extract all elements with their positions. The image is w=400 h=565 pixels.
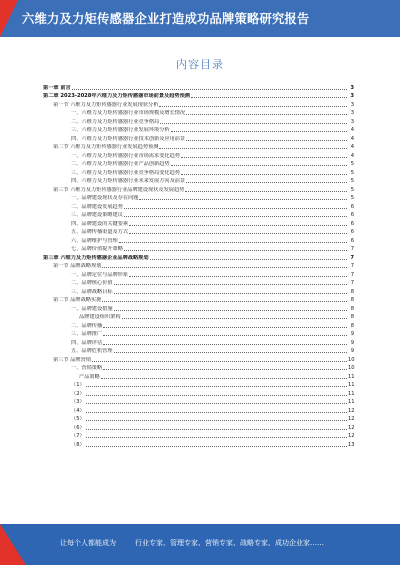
toc-page-number: 9: [350, 339, 354, 346]
toc-leader-dots: [86, 394, 347, 396]
toc-entry-title: 一、六维力及力矩传感器行业市场需求变化趋势: [71, 152, 180, 159]
toc-entry[interactable]: [43, 405, 354, 414]
toc-entry-title: 五、品牌传播渠道及方式: [71, 229, 129, 235]
toc-leader-dots: [86, 428, 347, 430]
toc-page-number: 7: [350, 246, 354, 252]
toc-leader-dots: [129, 224, 347, 226]
toc-page-number: 11: [348, 390, 355, 397]
toc-entry[interactable]: [43, 91, 354, 100]
toc-page-number: 3: [350, 118, 354, 125]
toc-page-number: 6: [350, 220, 354, 227]
toc-entry-title: 第三节 六维力及力矩传感器行业品牌建设现状及发展趋势: [53, 186, 185, 193]
footer-slogan: 让每个人都能成为: [60, 539, 116, 547]
toc-entry-title: 五、品牌危机管理: [71, 348, 113, 354]
toc-leader-dots: [103, 326, 347, 328]
toc-page-number: 5: [350, 169, 354, 176]
toc-entry[interactable]: [43, 295, 354, 304]
toc-entry[interactable]: [43, 337, 354, 346]
toc-leader-dots: [150, 258, 347, 260]
toc-leader-dots: [122, 317, 347, 319]
toc-leader-dots: [86, 436, 347, 438]
toc-page-number: 10: [348, 365, 355, 371]
toc-entry-title: 一、营销策略: [71, 365, 103, 371]
toc-leader-dots: [103, 343, 347, 345]
toc-leader-dots: [124, 249, 347, 251]
toc-leader-dots: [186, 113, 347, 115]
toc-entry-title: 一、品牌建设现状及存在问题: [71, 195, 139, 201]
toc-entry-title: （4）: [71, 407, 85, 414]
toc-leader-dots: [103, 368, 347, 370]
toc-entry[interactable]: [43, 303, 354, 312]
toc-entry[interactable]: [43, 108, 354, 117]
toc-page-number: 7: [350, 280, 354, 286]
toc-entry[interactable]: [43, 312, 354, 321]
toc-leader-dots: [124, 215, 347, 217]
toc-leader-dots: [185, 190, 347, 192]
toc-leader-dots: [181, 156, 347, 158]
toc-page-number: 8: [350, 314, 354, 320]
toc-page-number: 12: [348, 424, 355, 431]
toc-entry-title: 三、品牌推广: [71, 331, 103, 337]
toc-entry[interactable]: [43, 176, 354, 185]
toc-entry-title: 一、六维力及力矩传感器行业市场规模及增长情况: [71, 110, 186, 116]
toc-entry[interactable]: [43, 218, 354, 227]
toc-page-number: 8: [350, 297, 354, 303]
toc-entry[interactable]: [43, 320, 354, 329]
toc-entry[interactable]: [43, 278, 354, 287]
toc-entry-title: 第三节 品牌营销: [53, 356, 91, 363]
toc-page-number: 9: [350, 348, 354, 354]
toc-leader-dots: [86, 445, 347, 447]
toc-leader-dots: [186, 139, 347, 141]
toc-entry-title: 三、品牌战略目标: [71, 288, 113, 295]
toc-heading: 内容目录: [176, 58, 224, 71]
toc-page-number: 8: [350, 322, 354, 329]
toc-page-number: 3: [350, 84, 354, 91]
toc-entry-title: 四、六维力及力矩传感器行业未来发展方向及前景: [71, 178, 186, 184]
toc-page-number: 4: [350, 135, 354, 142]
toc-entry[interactable]: [43, 82, 354, 91]
toc-entry[interactable]: [43, 422, 354, 431]
toc-page-number: 3: [350, 93, 354, 99]
toc-page-number: 12: [348, 407, 355, 414]
table-of-contents: [43, 82, 354, 448]
toc-entry-title: 二、六维力及力矩传感器行业竞争格局: [71, 118, 160, 125]
toc-entry[interactable]: [43, 235, 354, 244]
toc-page-number: 7: [350, 271, 354, 278]
toc-leader-dots: [101, 377, 347, 379]
toc-page-number: 7: [350, 263, 354, 269]
toc-entry-title: 四、六维力及力矩传感器行业技术创新及应用前景: [71, 135, 186, 142]
toc-page-number: 5: [350, 186, 354, 193]
header-bar: [0, 0, 400, 37]
toc-entry[interactable]: [43, 346, 354, 355]
toc-entry-title: 一、品牌定位与品牌形象: [71, 271, 129, 278]
toc-entry-title: 三、品牌建设策略建议: [71, 212, 123, 218]
toc-entry-title: （5）: [71, 416, 85, 422]
toc-page-number: 3: [350, 110, 354, 116]
toc-entry[interactable]: [43, 116, 354, 125]
toc-entry[interactable]: [43, 397, 354, 406]
toc-entry[interactable]: [43, 363, 354, 372]
toc-entry[interactable]: [43, 201, 354, 210]
toc-leader-dots: [86, 411, 347, 413]
toc-page-number: 8: [350, 305, 354, 312]
toc-leader-dots: [102, 300, 347, 302]
toc-entry[interactable]: [43, 380, 354, 389]
footer-tagline: 行业专家、管理专家、营销专家、战略专家、成功企业家……: [135, 539, 324, 547]
toc-entry-title: 四、品牌建设的关键要素: [71, 220, 129, 227]
toc-entry-title: 二、品牌传播: [71, 322, 103, 329]
toc-page-number: 9: [350, 331, 354, 337]
toc-entry-title: 三、六维力及力矩传感器行业竞争格局变化趋势: [71, 169, 180, 176]
toc-leader-dots: [171, 130, 347, 132]
toc-page-number: 12: [348, 416, 355, 422]
toc-entry-title: 第一节 品牌战略规划: [53, 263, 102, 269]
toc-entry[interactable]: [43, 142, 354, 151]
toc-entry[interactable]: [43, 414, 354, 423]
toc-leader-dots: [181, 173, 347, 175]
toc-page-number: 11: [348, 373, 355, 380]
toc-leader-dots: [114, 292, 347, 294]
toc-entry[interactable]: [43, 329, 354, 338]
toc-leader-dots: [159, 105, 347, 107]
toc-entry[interactable]: [43, 159, 354, 168]
toc-entry[interactable]: [43, 354, 354, 363]
toc-entry-title: 产品策略: [79, 373, 100, 380]
report-title: 六维力及力矩传感器企业打造成功品牌策略研究报告: [22, 12, 310, 26]
toc-entry[interactable]: [43, 244, 354, 253]
toc-entry-title: 三、六维力及力矩传感器行业发展环境分析: [71, 127, 170, 133]
toc-entry-title: 二、品牌核心价值: [71, 280, 113, 286]
toc-leader-dots: [86, 419, 347, 421]
toc-entry-title: 一、品牌建设措施: [71, 305, 113, 312]
toc-leader-dots: [114, 309, 347, 311]
toc-page-number: 4: [350, 144, 354, 150]
toc-page-number: 5: [350, 178, 354, 184]
toc-entry-title: （7）: [71, 433, 85, 439]
toc-leader-dots: [86, 385, 347, 387]
toc-entry-title: 品牌建设组织架构: [79, 314, 121, 320]
toc-entry[interactable]: [43, 125, 354, 134]
footer-bar: [0, 524, 400, 565]
toc-leader-dots: [159, 147, 347, 149]
toc-page-number: 11: [348, 382, 355, 388]
toc-entry-title: （2）: [71, 390, 85, 397]
header-red-accent: [0, 0, 18, 37]
toc-page-number: 13: [348, 441, 355, 448]
toc-entry[interactable]: [43, 431, 354, 440]
toc-leader-dots: [103, 334, 347, 336]
toc-entry[interactable]: [43, 371, 354, 380]
toc-entry[interactable]: [43, 252, 354, 261]
toc-page-number: 6: [350, 203, 354, 210]
toc-entry-title: 第一章 前言: [43, 84, 71, 91]
toc-entry[interactable]: [43, 388, 354, 397]
toc-entry-title: （3）: [71, 399, 85, 405]
toc-leader-dots: [191, 96, 347, 98]
toc-page-number: 4: [350, 152, 354, 159]
toc-entry[interactable]: [43, 286, 354, 295]
toc-page-number: 6: [350, 237, 354, 244]
toc-entry-title: 第二章 2023-2028年六维力及力矩传感器市场前景及趋势预测: [43, 93, 190, 99]
toc-page-number: 10: [348, 356, 355, 363]
toc-leader-dots: [171, 164, 347, 166]
toc-page-number: 6: [350, 212, 354, 218]
toc-leader-dots: [92, 360, 347, 362]
toc-leader-dots: [119, 241, 347, 243]
toc-leader-dots: [160, 122, 347, 124]
toc-leader-dots: [114, 283, 347, 285]
toc-entry[interactable]: [43, 167, 354, 176]
toc-page-number: 5: [350, 195, 354, 201]
toc-entry[interactable]: [43, 184, 354, 193]
toc-entry-title: 第二节 六维力及力矩传感器行业发展趋势预测: [53, 144, 159, 150]
toc-entry-title: 二、品牌建设发展趋势: [71, 203, 123, 210]
toc-leader-dots: [124, 207, 347, 209]
toc-entry-title: （1）: [71, 382, 85, 388]
toc-page-number: 5: [350, 161, 354, 167]
toc-entry[interactable]: [43, 210, 354, 219]
toc-entry-title: （6）: [71, 424, 85, 431]
toc-page-number: 3: [350, 101, 354, 108]
toc-entry[interactable]: [43, 193, 354, 202]
toc-entry[interactable]: [43, 439, 354, 448]
toc-leader-dots: [186, 181, 347, 183]
toc-entry[interactable]: [43, 261, 354, 270]
toc-entry[interactable]: [43, 133, 354, 142]
toc-leader-dots: [86, 402, 347, 404]
toc-page-number: 11: [348, 399, 355, 405]
toc-entry-title: 第一节 六维力及力矩传感器行业发展现状分析: [53, 101, 159, 108]
toc-page-number: 6: [350, 229, 354, 235]
toc-entry-title: 七、品牌价值提升策略: [71, 246, 123, 252]
toc-entry[interactable]: [43, 150, 354, 159]
toc-entry-title: 四、品牌评估: [71, 339, 103, 346]
toc-entry-title: 六、品牌维护与管理: [71, 237, 118, 244]
toc-leader-dots: [72, 88, 347, 90]
toc-entry-title: 二、六维力及力矩传感器行业产品创新趋势: [71, 161, 170, 167]
toc-page-number: 4: [350, 127, 354, 133]
toc-leader-dots: [139, 198, 347, 200]
toc-leader-dots: [114, 351, 347, 353]
toc-entry-title: （8）: [71, 441, 85, 448]
toc-page-number: 12: [348, 433, 355, 439]
toc-entry[interactable]: [43, 99, 354, 108]
toc-leader-dots: [102, 266, 347, 268]
toc-entry-title: 第二节 品牌战略实施: [53, 297, 102, 303]
footer-red-accent: [0, 524, 26, 565]
toc-entry[interactable]: [43, 227, 354, 236]
toc-entry[interactable]: [43, 269, 354, 278]
toc-leader-dots: [129, 232, 347, 234]
toc-page-number: 8: [350, 288, 354, 295]
toc-entry-title: 第三章 六维力及力矩传感器企业品牌战略规划: [43, 254, 149, 261]
toc-leader-dots: [129, 275, 347, 277]
toc-page-number: 7: [350, 254, 354, 261]
